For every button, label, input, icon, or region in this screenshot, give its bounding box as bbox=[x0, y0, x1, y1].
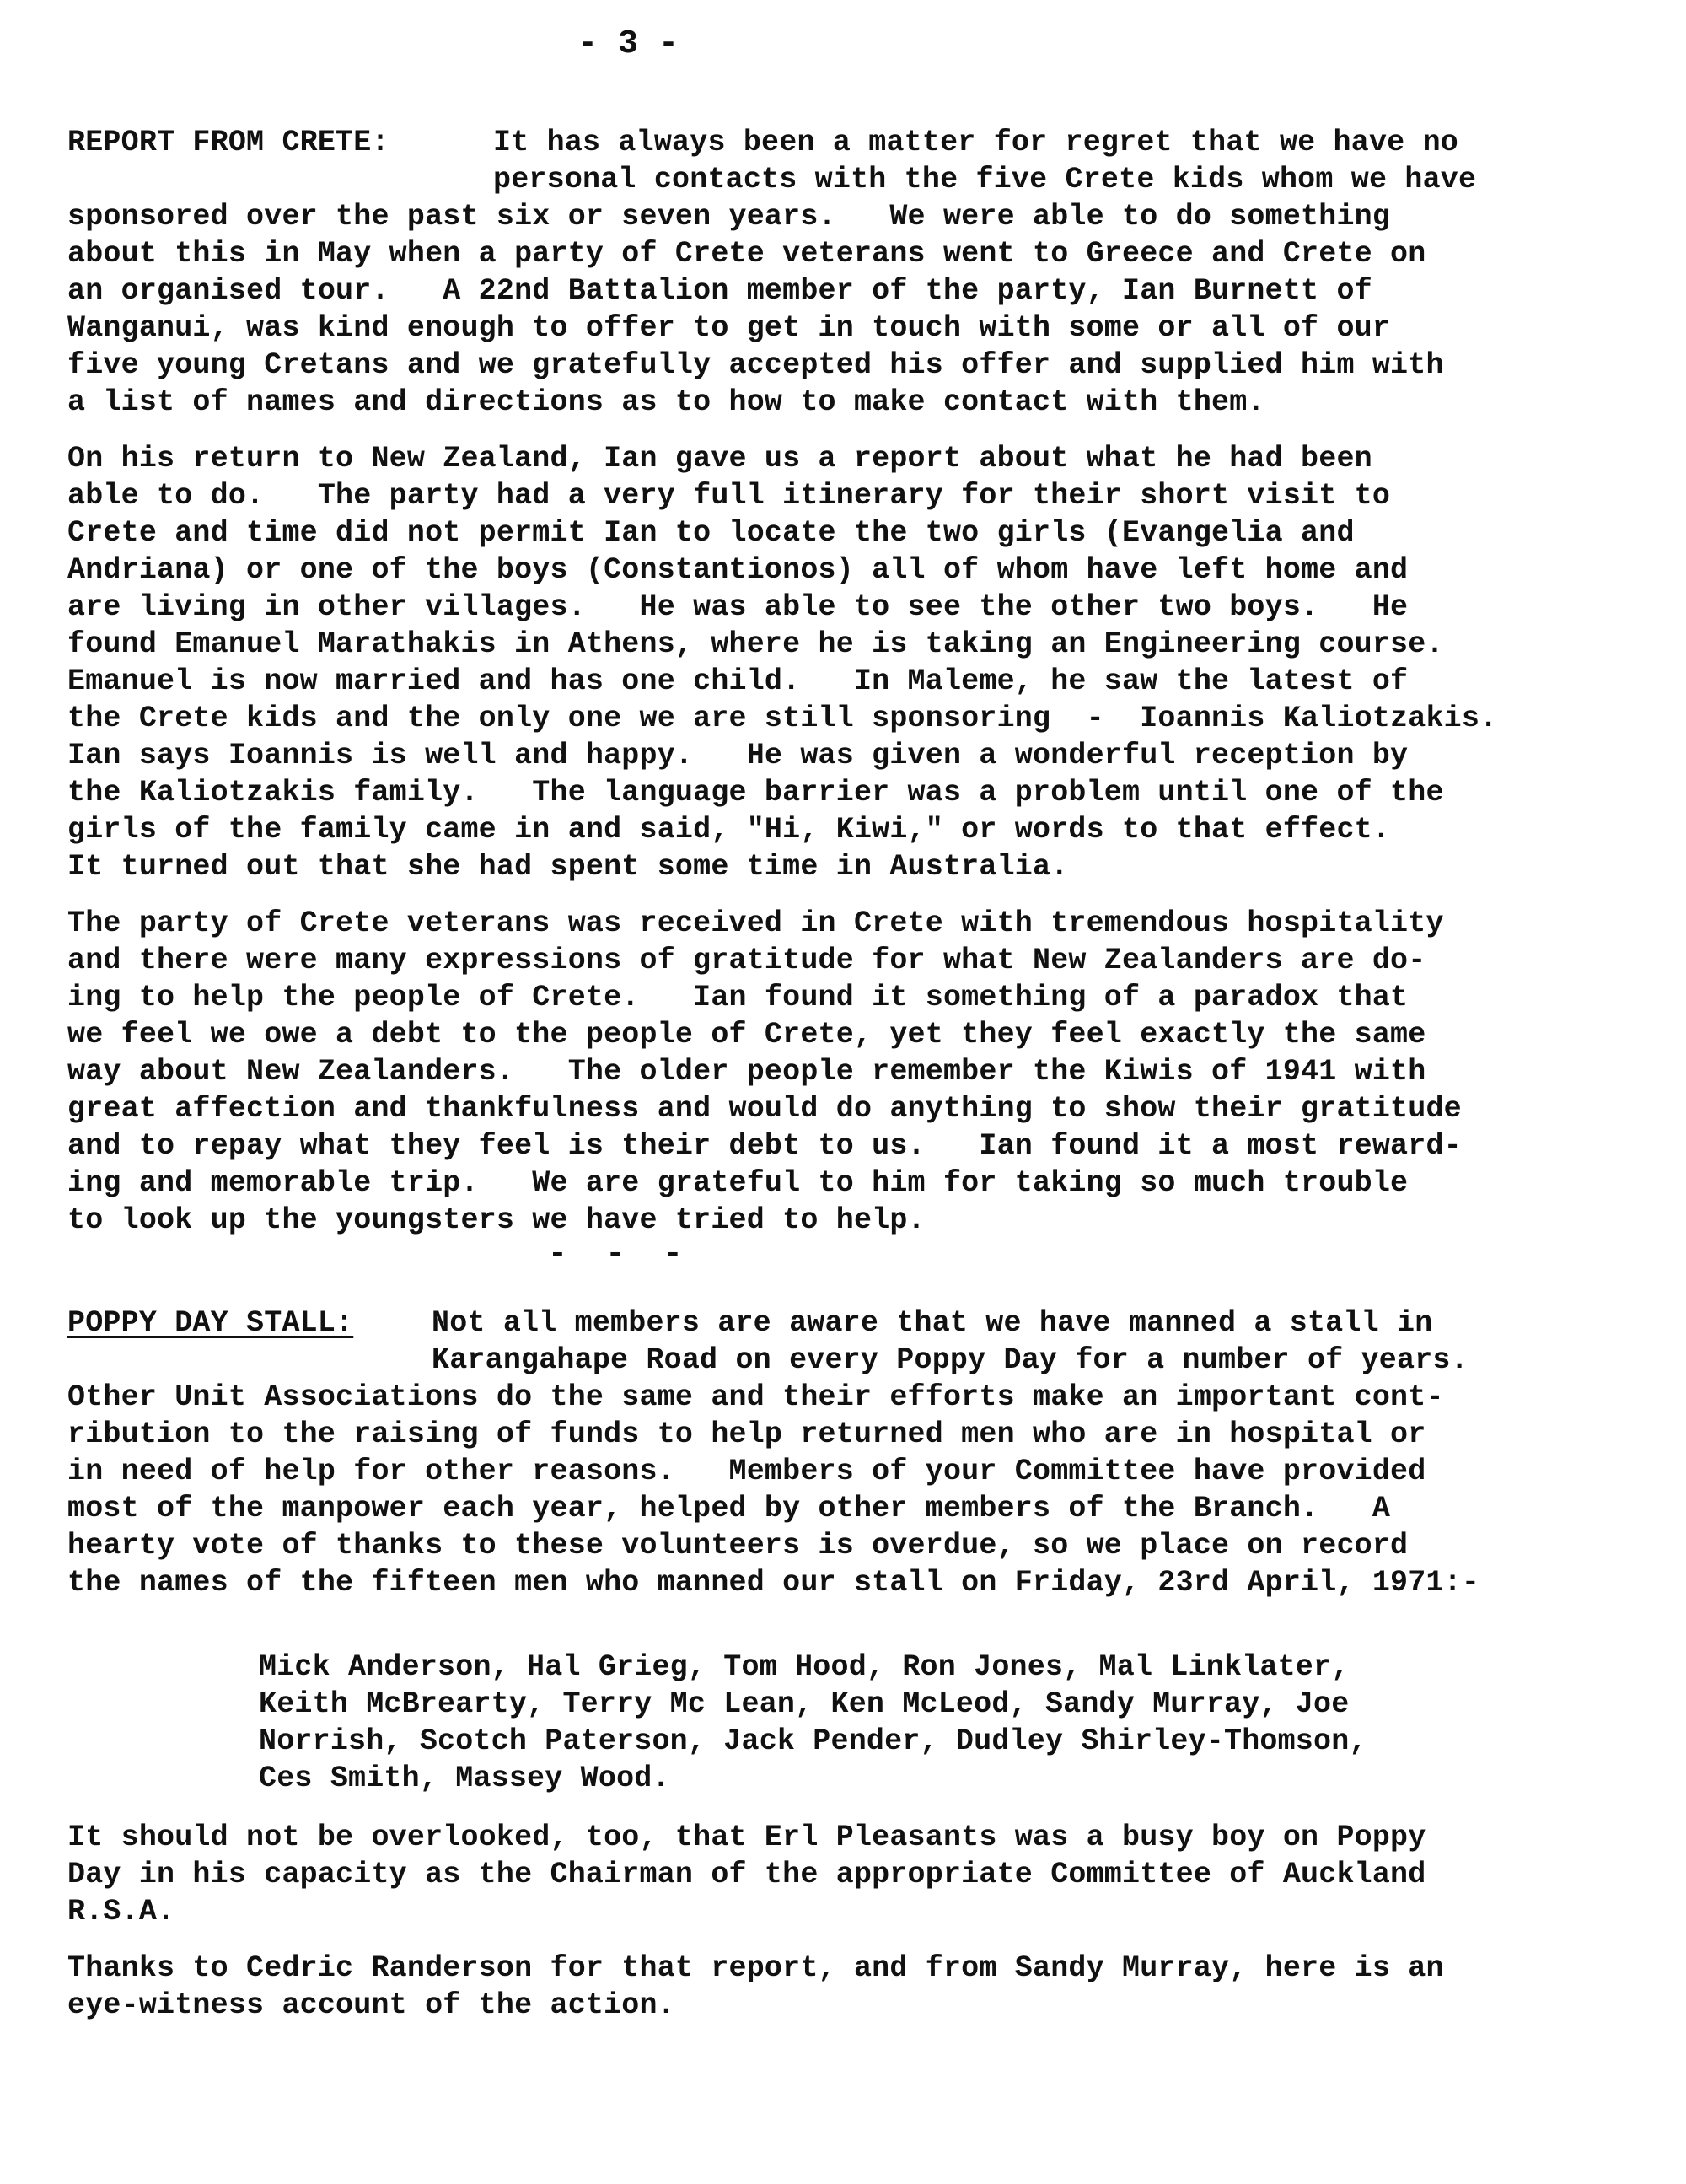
crete-p3-line: to look up the youngsters we have tried to help. bbox=[67, 1203, 926, 1237]
crete-p3-line: ing to help the people of Crete. Ian found it something of a paradox that bbox=[67, 981, 1409, 1014]
poppy-p2-line: It should not be overlooked, too, that Erl Pleasants was a busy boy on Poppy bbox=[67, 1821, 1426, 1854]
crete-p2-line: Crete and time did not permit Ian to locate the two girls (Evangelia and bbox=[67, 516, 1355, 550]
crete-p2-line: Emanuel is now married and has one child. In Maleme, he saw the latest of bbox=[67, 664, 1409, 698]
crete-p3-line: and to repay what they feel is their debt to us. Ian found it a most reward- bbox=[67, 1129, 1462, 1163]
poppy-p1-line: Karangahape Road on every Poppy Day for a number of years. bbox=[432, 1343, 1469, 1377]
crete-heading: REPORT FROM CRETE: bbox=[67, 126, 389, 159]
crete-p3-line: The party of Crete veterans was received in Crete with tremendous hospitality bbox=[67, 906, 1444, 940]
crete-p2-line: girls of the family came in and said, "Hi, Kiwi," or words to that effect. bbox=[67, 813, 1391, 847]
crete-p2-line: On his return to New Zealand, Ian gave us a report about what he had been bbox=[67, 442, 1372, 476]
poppy-p1-line: Other Unit Associations do the same and their efforts make an important cont- bbox=[67, 1380, 1444, 1414]
volunteer-names-line: Ces Smith, Massey Wood. bbox=[259, 1762, 670, 1795]
volunteer-names-line: Norrish, Scotch Paterson, Jack Pender, Dudley Shirley-Thomson, bbox=[259, 1724, 1367, 1758]
poppy-p1-line: the names of the fifteen men who manned our stall on Friday, 23rd April, 1971:- bbox=[67, 1566, 1480, 1600]
page-number: - 3 - bbox=[577, 25, 679, 63]
crete-p1-line: personal contacts with the five Crete kids whom we have bbox=[493, 163, 1477, 196]
crete-p2-line: the Kaliotzakis family. The language barrier was a problem until one of the bbox=[67, 776, 1444, 810]
crete-p3-line: way about New Zealanders. The older people remember the Kiwis of 1941 with bbox=[67, 1055, 1426, 1089]
poppy-p1-line: Not all members are aware that we have manned a stall in bbox=[432, 1306, 1433, 1340]
crete-p1-line: It has always been a matter for regret that we have no bbox=[493, 126, 1458, 159]
poppy-heading: POPPY DAY STALL: bbox=[67, 1306, 354, 1340]
crete-p2-line: found Emanuel Marathakis in Athens, where he is taking an Engineering course. bbox=[67, 627, 1444, 661]
crete-p3-line: and there were many expressions of gratitude for what New Zealanders are do- bbox=[67, 944, 1426, 977]
crete-p3-line: ing and memorable trip. We are grateful to him for taking so much trouble bbox=[67, 1166, 1409, 1200]
poppy-p1-line: in need of help for other reasons. Members of your Committee have provided bbox=[67, 1455, 1426, 1488]
crete-p3-line: great affection and thankfulness and would do anything to show their gratitude bbox=[67, 1092, 1462, 1126]
crete-p2-line: the Crete kids and the only one we are still sponsoring - Ioannis Kaliotzakis. bbox=[67, 702, 1498, 735]
crete-p3-line: we feel we owe a debt to the people of Crete, yet they feel exactly the same bbox=[67, 1018, 1426, 1052]
crete-p1-line: five young Cretans and we gratefully accepted his offer and supplied him with bbox=[67, 348, 1444, 382]
poppy-p1-line: hearty vote of thanks to these volunteers is overdue, so we place on record bbox=[67, 1529, 1409, 1563]
section-separator: - - - bbox=[548, 1236, 683, 1272]
poppy-p1-line: most of the manpower each year, helped by other members of the Branch. A bbox=[67, 1492, 1391, 1525]
crete-p2-line: It turned out that she had spent some time in Australia. bbox=[67, 850, 1069, 884]
poppy-p3-line: Thanks to Cedric Randerson for that report, and from Sandy Murray, here is an bbox=[67, 1951, 1444, 1985]
crete-p2-line: Andriana) or one of the boys (Constantionos) all of whom have left home and bbox=[67, 553, 1409, 587]
poppy-p2-line: R.S.A. bbox=[67, 1895, 175, 1928]
crete-p1-line: sponsored over the past six or seven years. We were able to do something bbox=[67, 200, 1391, 234]
volunteer-names-line: Keith McBrearty, Terry Mc Lean, Ken McLeod, Sandy Murray, Joe bbox=[259, 1687, 1350, 1721]
crete-p2-line: able to do. The party had a very full itinerary for their short visit to bbox=[67, 479, 1391, 513]
poppy-p3-line: eye-witness account of the action. bbox=[67, 1988, 675, 2022]
crete-p2-line: are living in other villages. He was able to see the other two boys. He bbox=[67, 590, 1409, 624]
crete-p1-line: Wanganui, was kind enough to offer to get in touch with some or all of our bbox=[67, 311, 1391, 345]
crete-p2-line: Ian says Ioannis is well and happy. He was given a wonderful reception by bbox=[67, 739, 1409, 772]
crete-p1-line: a list of names and directions as to how to make contact with them. bbox=[67, 385, 1265, 419]
crete-p1-line: an organised tour. A 22nd Battalion member of the party, Ian Burnett of bbox=[67, 274, 1372, 308]
crete-p1-line: about this in May when a party of Crete veterans went to Greece and Crete on bbox=[67, 237, 1426, 271]
poppy-p2-line: Day in his capacity as the Chairman of the appropriate Committee of Auckland bbox=[67, 1858, 1426, 1891]
volunteer-names-line: Mick Anderson, Hal Grieg, Tom Hood, Ron Jones, Mal Linklater, bbox=[259, 1650, 1350, 1684]
poppy-p1-line: ribution to the raising of funds to help returned men who are in hospital or bbox=[67, 1417, 1426, 1451]
